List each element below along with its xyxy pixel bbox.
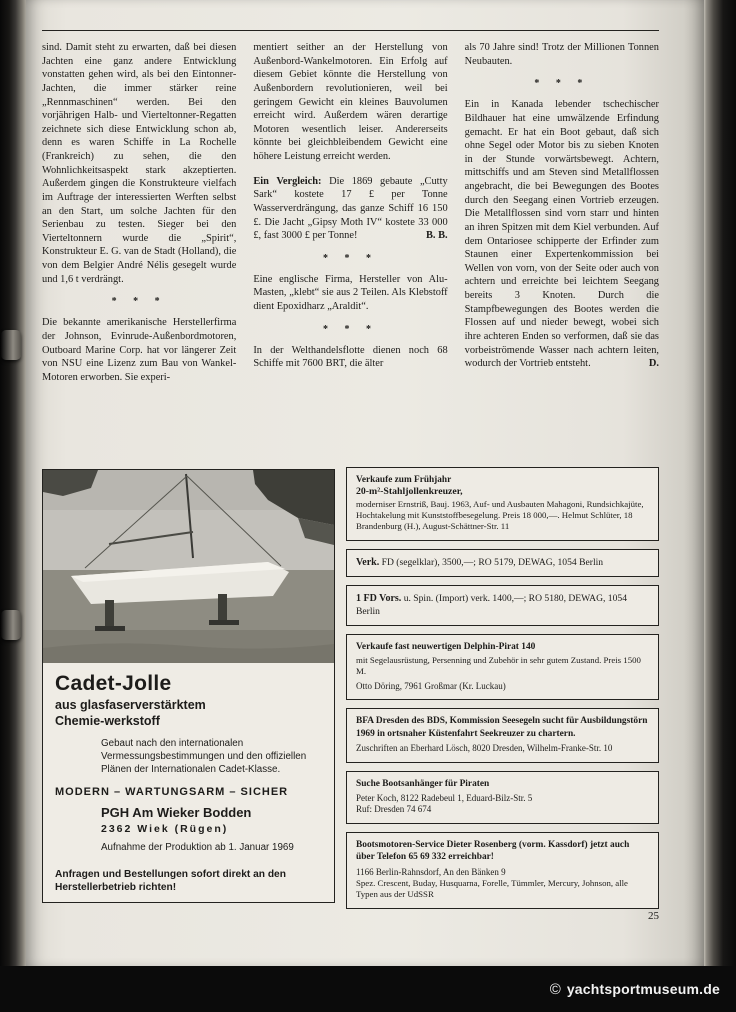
ad-contact: 1166 Berlin-Rahnsdorf, An den Bänken 9 — [356, 866, 506, 877]
cadet-ad-body: Gebaut nach den internationalen Vermessungsbestimmungen und den offiziellen Plänen der Internationalen Cadet-Klasse. — [101, 738, 307, 775]
top-divider — [42, 30, 659, 31]
ad-contact: Otto Döring, 7961 Großmar (Kr. Luckau) — [356, 680, 506, 691]
article-column-3 — [465, 41, 659, 384]
classified-ad-delphin-pirat — [346, 634, 659, 700]
ad-title: Bootsmotoren-Service Dieter Rosenberg (vorm. Kassdorf) jetzt auch über Telefon 65 69 332 erreichbar! — [356, 840, 630, 863]
watermark-text: yachtsportmuseum.de — [566, 981, 720, 997]
ad-lead: 1 FD Vors. — [356, 593, 402, 605]
page-number: 25 — [648, 910, 659, 922]
ad-title: Suche Bootsanhänger für Piraten — [356, 778, 490, 789]
cadet-ad-company: PGH Am Wieker Bodden — [101, 805, 252, 821]
cadet-ad-text — [43, 663, 334, 902]
paragraph — [253, 175, 447, 243]
article-column-2 — [253, 41, 447, 384]
ad-contact: Zuschriften an Eberhard Lösch, 8020 Dresden, Wilhelm-Franke-Str. 10 — [356, 742, 613, 753]
classified-ad-bootsmotoren-service — [346, 832, 659, 909]
section-separator: * * * — [534, 78, 590, 90]
ad-title: BFA Dresden des BDS, Kommission Seesegeln sucht für Ausbildungstörn 1969 in ortsnaher Küstenfahrt Seekreuzer zu chartern. — [356, 716, 648, 739]
cadet-ad-title: Cadet-Jolle — [55, 672, 172, 695]
author-initials: B. B. — [426, 230, 448, 242]
cadet-ad-order-note: Anfragen und Bestellungen sofort direkt an den Herstellerbetrieb richten! — [55, 868, 286, 893]
paragraph-text: Ein in Kanada lebender tschechischer Bildhauer hat eine umwälzende Erfindung gemacht. Er hat ein Boot gebaut, daß sich ohne Segel oder Motor bis zu sieben Knoten in der Stunde vorwärtsbewegt. Achtern, mittschiffs und am Steven sind Metallflossen angebracht, die bei Bewegungen des Bootes durch den Seegang einen Vortrieb erzeugen. Die Metallflossen sind vorn starr und hinten an ihren Spitzen mit dem Kiel verbunden. Auf dem Ontariosee schipperte der Erfinder zum Staunen einer Expertenkommission bei Wellen von vorn, von der Seite oder auch von achtern und erreichte bei leichtem Seegang bereits 3 Knoten. Durch die Stampfbewegungen des Bootes werden die Flossen auf und nieder bewegt, wobei sich ihre achteren Enden so verformen, daß sie das vorbeiströmende Wasser nach achtern leiten, wodurch der Vortrieb entsteht. — [464, 99, 659, 370]
paragraph: Eine englische Firma, Hersteller von Alu-Masten, „klebt“ sie aus 2 Teilen. Als Klebstoff dient Epoxidharz „Araldit“. — [253, 273, 448, 313]
paragraph-text: Die 1869 gebaute „Cutty Sark“ kostete 17 £ per Tonne Wasserverdrängung, das ganze Schiff 16 150 £. Die Jacht „Gipsy Moth IV“ kostete 33 000 £, fast 3000 £ per Tonne! — [253, 175, 448, 242]
watermark-bar — [0, 966, 736, 1012]
copyright-icon: © — [549, 980, 561, 998]
cadet-ad-production-note: Aufnahme der Produktion ab 1. Januar 1969 — [101, 842, 294, 854]
paragraph: Die bekannte amerikanische Herstellerfirma der Johnson, Evinrude-Außenbordmotoren, Outboard Marine Corp. hat vor längerer Zeit von NSU eine Lizenz zum Bau von Wankel-Motoren erworben. Sie experi- — [42, 317, 237, 383]
classified-ads-column — [346, 467, 659, 917]
ad-contact: Peter Koch, 8122 Radebeul 1, Eduard-Bilz-Str. 5 — [356, 792, 533, 803]
cadet-ad-address: 2362 Wiek (Rügen) — [101, 823, 229, 836]
paragraph — [465, 98, 659, 371]
cadet-jolle-photo — [43, 470, 334, 663]
classified-ad-fd-segelklar — [346, 549, 659, 577]
paragraph-lead: Ein Vergleich: — [253, 175, 322, 187]
ad-phone: Ruf: Dresden 74 674 — [356, 804, 432, 815]
page-edge-shadow — [704, 0, 736, 1012]
ad-title: Verkaufe fast neuwertigen Delphin-Pirat 140 — [356, 641, 536, 652]
paragraph: mentiert seither an der Herstellung von Außenbord-Wankelmotoren. Ein Erfolg auf diesem Gebiet könnte die Herstellung von Außenbordern revolutionieren, weil bei geringem Gewicht ein kleines Bauvolumen erreicht wird. Außerdem wären derartige Motoren wesentlich leiser. Andererseits könnte bei gleichbleibendem Gewicht eine höhere Leistung erreicht werden. — [253, 42, 448, 162]
ad-text: u. Spin. (Import) verk. 1400,—; RO 5180, DEWAG, 1054 Berlin — [356, 593, 627, 617]
binding-ring-bottom — [1, 610, 21, 640]
ad-subtitle: 20-m²-Stahljollenkreuzer, — [356, 486, 463, 498]
ad-body: moderniser Ernstriß, Bauj. 1963, Auf- und Ausbauten Mahagoni, Rundsichkajüte, Hochtakelung mit Kunststoffbesegelung. Preis 18 000,—. Helmut Schlüter, 18 Brandenburg (H.), August-Schättner-Str. 11 — [356, 498, 644, 532]
ad-text: FD (segelklar), 3500,—; RO 5179, DEWAG, 1054 Berlin — [379, 556, 604, 568]
paragraph: als 70 Jahre sind! Trotz der Millionen Tonnen Neubauten. — [464, 42, 659, 67]
section-separator: * * * — [322, 323, 378, 335]
binding-ring-top — [1, 330, 21, 360]
book-binding — [0, 0, 26, 1012]
article-column-1 — [42, 41, 236, 384]
ad-title: Verkaufe zum Frühjahr — [356, 475, 452, 485]
ad-body: mit Segelausrüstung, Persenning und Zubehör in sehr gutem Zustand. Preis 1500 M. — [356, 655, 641, 677]
cadet-jolle-ad — [42, 469, 335, 903]
magazine-page — [26, 0, 704, 966]
classified-ad-bfa-dresden — [346, 708, 659, 762]
paragraph: In der Welthandelsflotte dienen noch 68 Schiffe mit 7600 BRT, die älter — [253, 344, 448, 370]
section-separator: * * * — [322, 252, 378, 264]
paragraph: sind. Damit steht zu erwarten, daß bei diesen Jachten eine ganz andere Entwicklung vonstatten gehen wird, als bei den Eintonner-Jachten, die immer stärker reine „Rennmaschinen“ werden. Bei den vorjährigen Halb- und Vierteltonner-Regatten zeichnete sich diese Entwicklung schon ab, denn es waren Schiffe in La Rochelle (Frankreich) zu sehen, die den Wohnlichkeitsaspekt stark akzeptierten. Außerdem gingen die Konstrukteure vielfach im Auftrage der interessierten Werften selbst an den Start, um solche Jachten für den Serienbau zu testen. Sieger bei den Vierteltonnern wurde die „Spirit“, Konstrukteur E. G. van de Stadt (Holland), die von dem Belgier André Nélis gesegelt wurde und 1,6 t verdrängt. — [42, 42, 237, 285]
author-initials: D. — [648, 358, 659, 370]
ad-lead: Verk. — [356, 556, 380, 568]
section-separator: * * * — [111, 296, 167, 308]
classified-ad-bootsanhaenger — [346, 771, 659, 825]
classified-ad-fd-vors — [346, 585, 659, 626]
ad-body: Spez. Crescent, Buday, Husquarna, Forelle, Tümmler, Mercury, Johnson, alle Typen aus der UdSSR — [356, 878, 628, 900]
article-columns — [42, 41, 659, 384]
cadet-ad-slogan: MODERN – WARTUNGSARM – SICHER — [55, 786, 289, 799]
classified-ad-stahljollenkreuzer — [346, 467, 659, 541]
cadet-ad-subtitle: aus glasfaserverstärktem Chemie-werkstoff — [55, 698, 206, 728]
